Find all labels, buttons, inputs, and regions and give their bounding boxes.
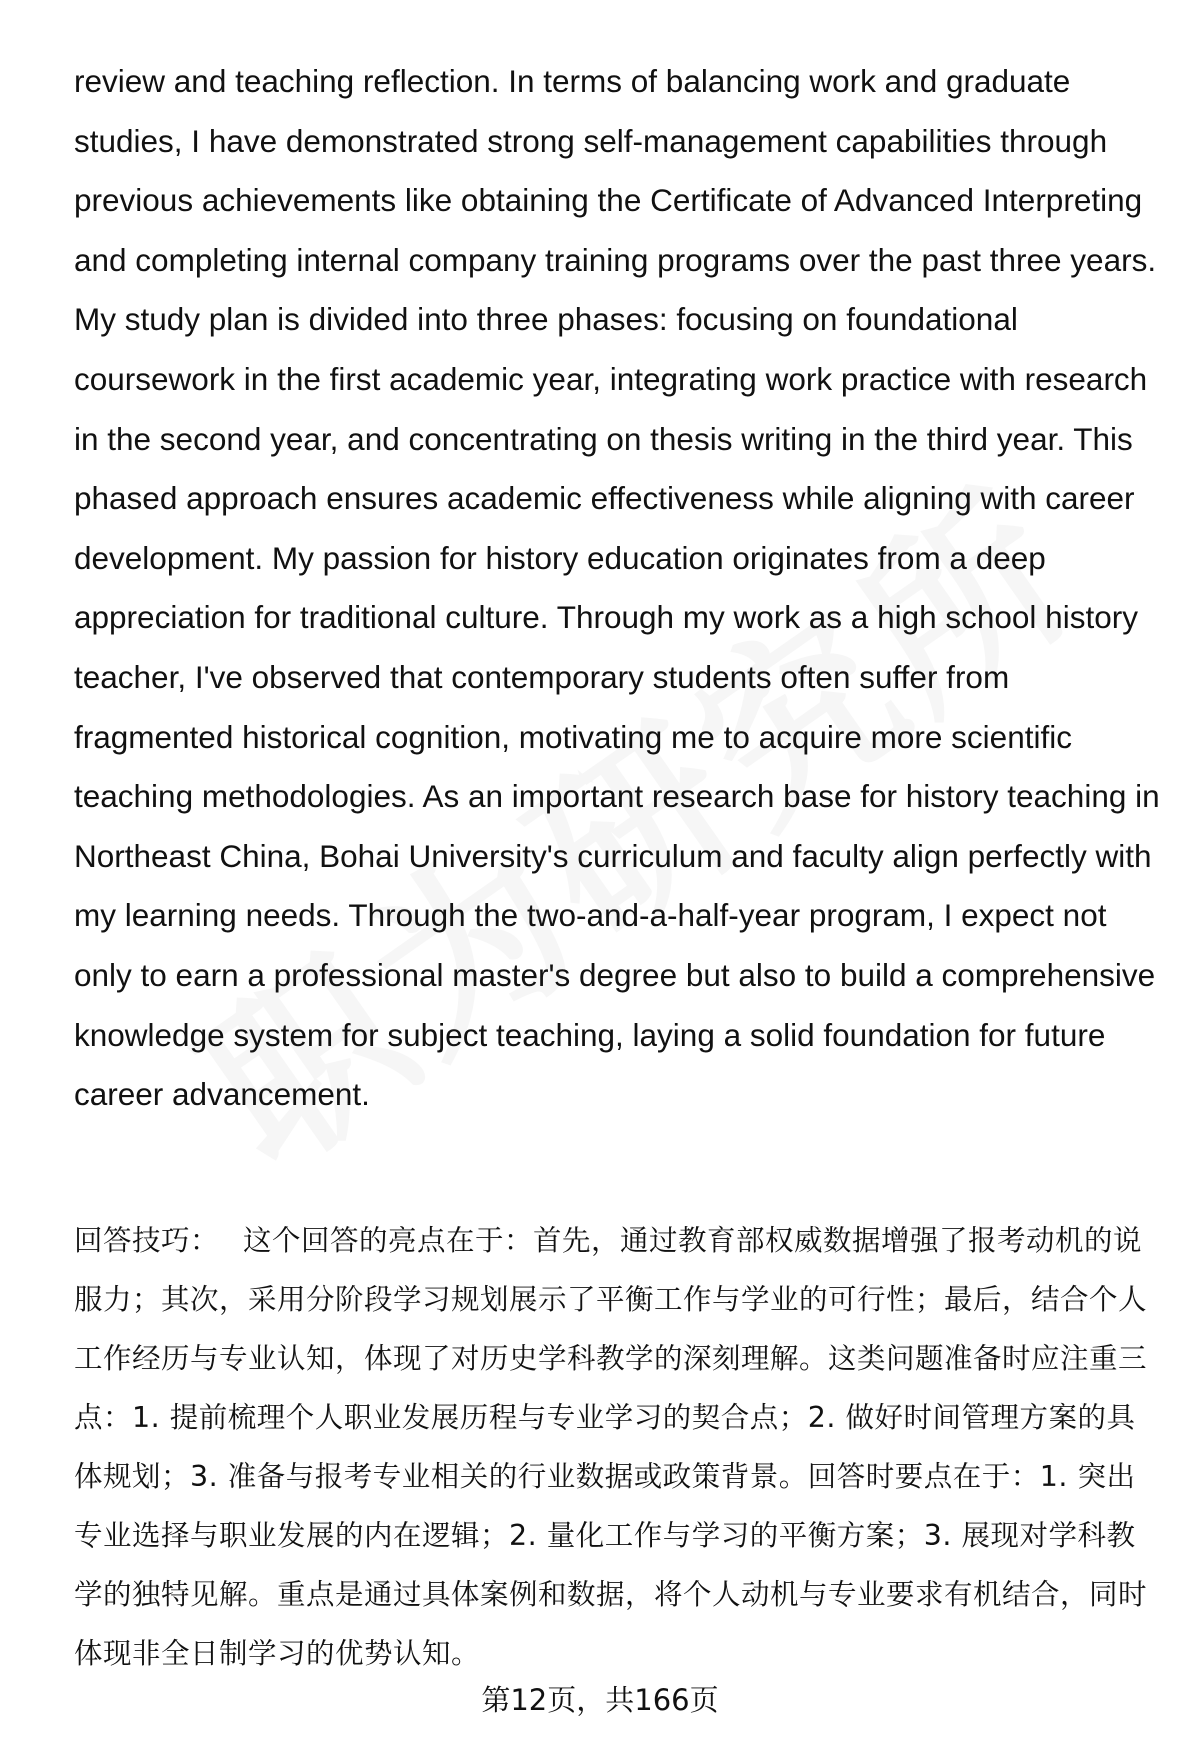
- answer-tips-label: 回答技巧：: [74, 1224, 220, 1257]
- page-number-footer: 第12页，共166页: [481, 1683, 719, 1717]
- answer-tips-section: [74, 1211, 1164, 1683]
- body-paragraph: review and teaching reflection. In terms of balancing work and graduate studies, I have demonstrated strong self-management capabilities through previous achievements like obtaining the Certificate of Advanced Interpreting and completing internal company training programs over the past three years. My study plan is divided into three phases: focusing on foundational coursework in the first academic year, integrating work practice with research in the second year, and concentrating on thesis writing in the third year. This phased approach ensures academic effectiveness while aligning with career development. My passion for history education originates from a deep appreciation for traditional culture. Through my work as a high school history teacher, I've observed that contemporary students often suffer from fragmented historical cognition, motivating me to acquire more scientific teaching methodologies. As an important research base for history teaching in Northeast China, Bohai University's curriculum and faculty align perfectly with my learning needs. Through the two-and-a-half-year program, I expect not only to earn a professional master's degree but also to build a comprehensive knowledge system for subject teaching, laying a solid foundation for future career advancement.: [74, 63, 1160, 1113]
- answer-tips-text: 这个回答的亮点在于：首先，通过教育部权威数据增强了报考动机的说服力；其次，采用分阶段学习规划展示了平衡工作与学业的可行性；最后，结合个人工作经历与专业认知，体现了对历史学科教学的深刻理解。这类问题准备时应注重三点：1. 提前梳理个人职业发展历程与专业学习的契合点；2. 做好时间管理方案的具体规划；3. 准备与报考专业相关的行业数据或政策背景。回答时要点在于：1. 突出专业选择与职业发展的内在逻辑；2. 量化工作与学习的平衡方案；3. 展现对学科教学的独特见解。重点是通过具体案例和数据，将个人动机与专业要求有机结合，同时体现非全日制学习的优势认知。: [74, 1224, 1148, 1670]
